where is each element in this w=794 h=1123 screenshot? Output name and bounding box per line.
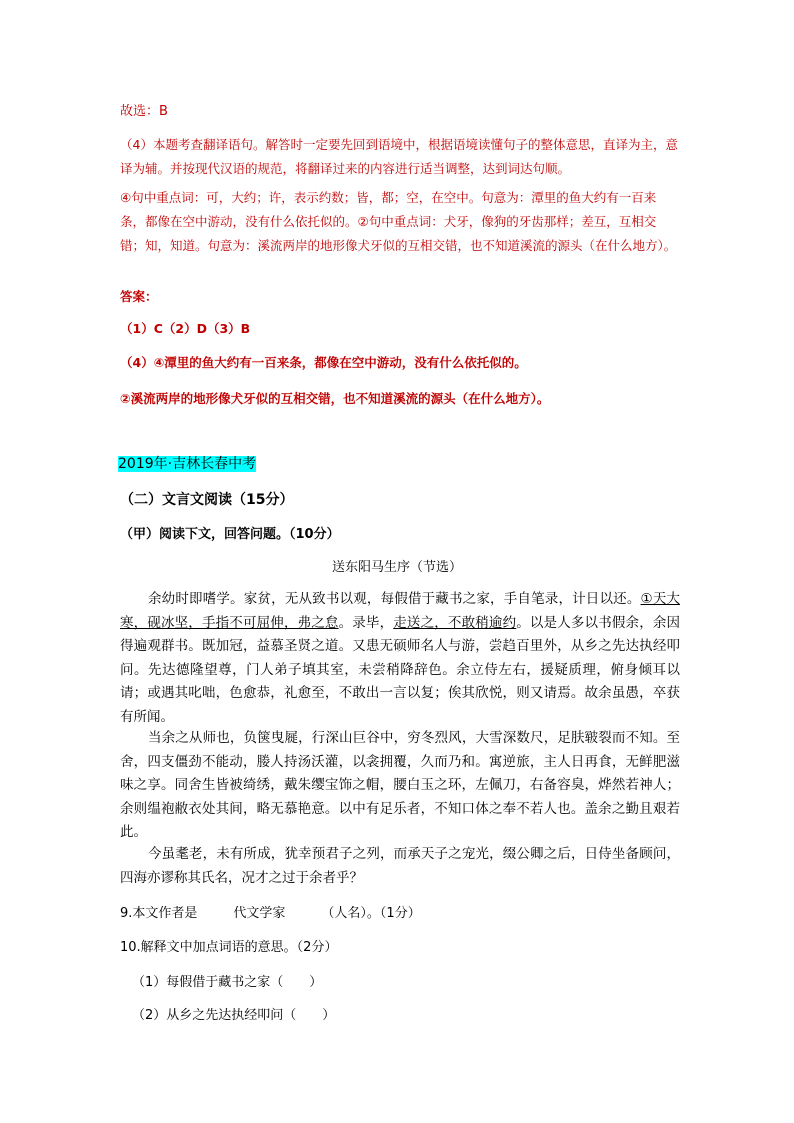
exam-year: 2019 bbox=[118, 456, 154, 472]
underlined-sentence-1: ①天大寒，砚冰坚，手指不可屈伸，弗之怠 bbox=[120, 591, 680, 631]
question-9: 9.本文作者是 代文学家 （人名）。（1分） bbox=[120, 906, 421, 921]
part-a-instruction: （甲）阅读下文，回答问题。（10分） bbox=[120, 527, 340, 542]
key-words-explanation: ④句中重点词：可，大约；许，表示约数；皆，都；空，在空中。句意为：潭里的鱼大约有一百来条，都像在空中游动，没有什么依托似的。②句中重点词：犬牙，像狗的牙齿那样；差互，互相交错；知，知道。句意为：溪流两岸的地形像犬牙似的互相交错，也不知道溪流的源头（在什么地方）。 bbox=[120, 190, 677, 253]
section-title: （二）文言文阅读（15分） bbox=[120, 492, 294, 508]
classical-text-title: 送东阳马生序（节选） bbox=[331, 560, 462, 575]
exam-source-tag bbox=[118, 453, 256, 475]
answer-line-3: ②溪流两岸的地形像犬牙似的互相交错，也不知道溪流的源头（在什么地方）。 bbox=[120, 391, 550, 406]
answer-line-2: （4）④潭里的鱼大约有一百来条，都像在空中游动，没有什么依托似的。 bbox=[120, 355, 527, 370]
passage-paragraph-3: 今虽耄老，未有所成，犹幸预君子之列，而承天子之宠光，缀公卿之后，日侍坐备顾问，四海亦谬称其氏名，况才之过于余者乎？ bbox=[120, 846, 680, 886]
question-10-item-1: （1）每假借于藏书之家（ ） bbox=[132, 975, 323, 990]
question-10: 10.解释文中加点词语的意思。（2分） bbox=[120, 940, 338, 955]
answer-choice: 故选：B bbox=[120, 104, 168, 119]
question-10-item-2: （2）从乡之先达执经叩问（ ） bbox=[132, 1008, 336, 1023]
translation-explanation: （4）本题考查翻译语句。解答时一定要先回到语境中，根据语境读懂句子的整体意思，直译为主，意译为辅。并按现代汉语的规范，将翻译过来的内容进行适当调整，达到词达句顺。 bbox=[120, 137, 678, 176]
answer-line-1: （1）C（2）D（3）B bbox=[120, 321, 251, 336]
passage-paragraph-2: 当余之从师也，负箧曳屣，行深山巨谷中，穷冬烈风，大雪深数尺，足肤皲裂而不知。至舍，四支僵劲不能动，媵人持汤沃灌，以衾拥覆，久而乃和。寓逆旅，主人日再食，无鲜肥滋味之享。同舍生皆被绮绣，戴朱缨宝饰之帽，腰白玉之环，左佩刀，右备容臭，烨然若神人；余则缊袍敝衣处其间，略无慕艳意。以中有足乐者，不知口体之奉不若人也。盖余之勤且艰若此。 bbox=[120, 730, 680, 840]
passage-paragraph-1: 余幼时即嗜学。家贫，无从致书以观，每假借于藏书之家，手自笔录，计日以还。①天大寒，砚冰坚，手指不可屈伸，弗之怠。录毕，走送之，不敢稍逾约。以是人多以书假余，余因得遍观群书。既加冠，益慕圣贤之道。又患无硕师名人与游，尝趋百里外，从乡之先达执经叩问。先达德隆望尊，门人弟子填其室，未尝稍降辞色。余立侍左右，援疑质理，俯身倾耳以请；或遇其叱咄，色愈恭，礼愈至，不敢出一言以复；俟其欣悦，则又请焉。故余虽愚，卒获有所闻。 bbox=[120, 591, 681, 725]
exam-source: 年·吉林长春中考 bbox=[153, 456, 257, 472]
answer-label: 答案： bbox=[120, 289, 158, 304]
underlined-sentence-2: 走送之，不敢稍逾约 bbox=[393, 614, 517, 631]
